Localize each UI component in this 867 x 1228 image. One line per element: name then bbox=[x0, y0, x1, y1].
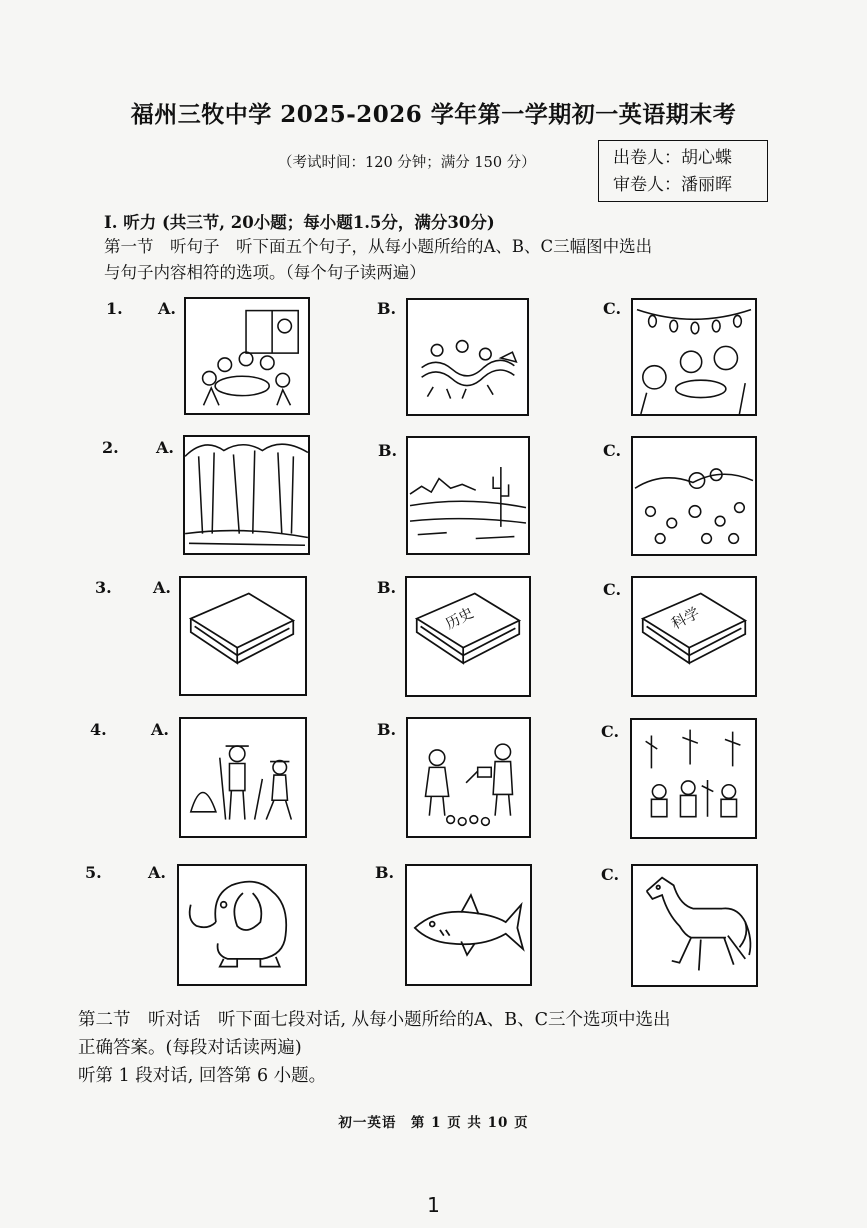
section1-instructions-line2: 与句子内容相符的选项。（每个句子读两遍） bbox=[104, 263, 426, 282]
section2-instructions-line1: 第二节 听对话 听下面七段对话, 从每小题所给的A、B、C三个选项中选出 bbox=[78, 1010, 671, 1030]
book-title-text: 历史 bbox=[443, 605, 477, 633]
dragon-dance-picture[interactable] bbox=[406, 298, 529, 416]
watering-flowers-picture[interactable] bbox=[406, 717, 531, 838]
history-book-picture[interactable] bbox=[405, 576, 531, 697]
question-number: 2. bbox=[102, 438, 119, 457]
exam-info: （考试时间：120 分钟；满分 150 分） bbox=[278, 155, 536, 171]
lantern-family-picture[interactable] bbox=[631, 298, 757, 416]
reviewer-line: 审卷人：潘丽晖 bbox=[613, 175, 732, 195]
geography-book-picture[interactable] bbox=[179, 576, 307, 696]
book-title-text: 科学 bbox=[669, 605, 703, 633]
option-label: A. bbox=[156, 438, 174, 457]
author-line: 出卷人：胡心蝶 bbox=[613, 148, 732, 168]
option-label: B. bbox=[377, 720, 397, 739]
shark-picture[interactable] bbox=[405, 864, 532, 986]
option-label: C. bbox=[601, 722, 620, 741]
family-dinner-picture[interactable] bbox=[184, 297, 310, 415]
desert-picture[interactable] bbox=[406, 436, 530, 555]
page-number: 1 bbox=[427, 1193, 440, 1217]
farmers-picture[interactable] bbox=[179, 717, 307, 838]
author-box bbox=[598, 140, 768, 202]
question-number: 1. bbox=[106, 299, 123, 318]
planting-trees-picture[interactable] bbox=[630, 718, 757, 839]
elephant-picture[interactable] bbox=[177, 864, 307, 986]
flower-garden-picture[interactable] bbox=[631, 436, 757, 556]
option-label: A. bbox=[148, 863, 166, 882]
horse-picture[interactable] bbox=[631, 864, 758, 987]
forest-picture[interactable] bbox=[183, 435, 310, 555]
option-label: A. bbox=[151, 720, 169, 739]
section1-heading: I. 听力 (共三节, 20小题；每小题1.5分，满分30分) bbox=[104, 213, 495, 232]
section2-instructions-line2: 正确答案。(每段对话读两遍) bbox=[78, 1038, 302, 1058]
question-number: 5. bbox=[85, 863, 102, 882]
option-label: C. bbox=[603, 299, 622, 318]
option-label: A. bbox=[158, 299, 176, 318]
exam-title: 福州三牧中学 2025-2026 学年第一学期初一英语期末考 bbox=[130, 101, 737, 128]
option-label: B. bbox=[378, 441, 398, 460]
option-label: B. bbox=[377, 299, 397, 318]
option-label: C. bbox=[601, 865, 620, 884]
option-label: C. bbox=[603, 580, 622, 599]
science-book-picture[interactable] bbox=[631, 576, 757, 697]
question-number: 3. bbox=[95, 578, 112, 597]
option-label: B. bbox=[375, 863, 395, 882]
option-label: C. bbox=[603, 441, 622, 460]
question-number: 4. bbox=[90, 720, 107, 739]
page-footer: 初一英语 第 1 页 共 10 页 bbox=[338, 1115, 529, 1131]
option-label: B. bbox=[377, 578, 397, 597]
section1-instructions-line1: 第一节 听句子 听下面五个句子，从每小题所给的A、B、C三幅图中选出 bbox=[104, 237, 653, 256]
section2-instructions-line3: 听第 1 段对话, 回答第 6 小题。 bbox=[78, 1066, 327, 1086]
option-label: A. bbox=[153, 578, 171, 597]
